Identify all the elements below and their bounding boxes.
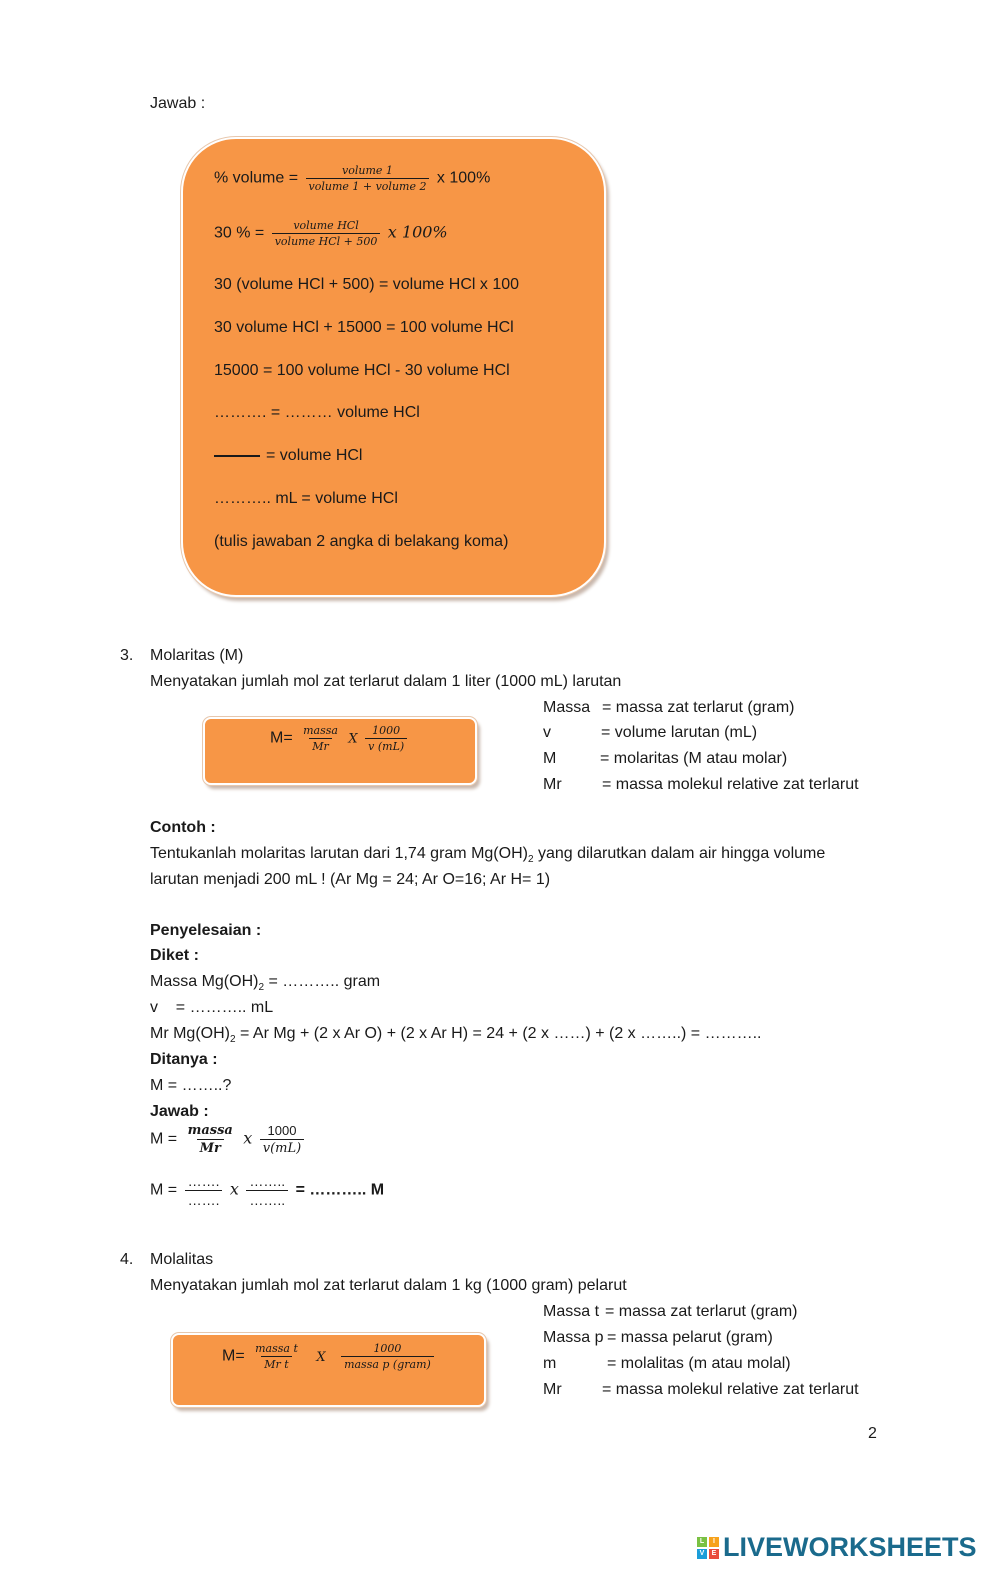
fraction-denominator: massa p (gram)	[341, 1356, 434, 1370]
legend-term: Massa p	[543, 1329, 604, 1346]
fraction-numerator: …….	[187, 1173, 220, 1189]
legend-def: = massa pelarut (gram)	[607, 1329, 773, 1346]
legend-term: v	[543, 724, 551, 741]
multiply-sign: X	[348, 731, 358, 747]
section-4-number: 4.	[120, 1251, 134, 1268]
fraction-denominator: v (mL)	[365, 738, 407, 752]
legend-term: M	[543, 750, 557, 767]
legend-def: = massa zat terlarut (gram)	[602, 699, 795, 716]
fraction-denominator: Mr	[309, 738, 332, 752]
formula-result: = ……….. M	[295, 1181, 385, 1199]
fraction-numerator: 1000	[372, 724, 401, 737]
diket-text: = ……….. gram	[264, 973, 381, 990]
fraction-denominator: volume 1 + volume 2	[306, 178, 430, 192]
logo-text: LIVEWORKSHEETS	[723, 1532, 977, 1562]
box-line-4: 30 volume HCl + 15000 = 100 volume HCl	[214, 319, 514, 336]
section-4-title: Molalitas	[150, 1251, 214, 1268]
box-line-5: 15000 = 100 volume HCl - 30 volume HCl	[214, 362, 510, 379]
legend-term: Mr	[543, 1381, 562, 1398]
penyelesaian-heading: Penyelesaian :	[150, 922, 262, 939]
contoh-heading: Contoh :	[150, 819, 216, 836]
fraction-line	[214, 455, 260, 457]
formula-lhs: M =	[150, 1181, 178, 1199]
legend-term: Mr	[543, 776, 562, 793]
logo-icon	[697, 1537, 719, 1559]
diket-heading: Diket :	[150, 947, 199, 964]
fraction-denominator: v(mL)	[260, 1139, 304, 1155]
diket-text: Mr Mg(OH)	[150, 1025, 230, 1042]
jawab-subheading: Jawab :	[150, 1103, 209, 1120]
box-line-8-blank: ……….. mL = volume HCl	[214, 490, 398, 507]
question-text: Tentukanlah molaritas larutan dari 1,74 gram Mg(OH)	[150, 845, 528, 862]
box-line-7	[214, 447, 362, 465]
section-4-description: Menyatakan jumlah mol zat terlarut dalam 1 kg (1000 gram) pelarut	[150, 1277, 627, 1294]
page-number: 2	[868, 1425, 877, 1442]
formula-jawab-1	[150, 1124, 307, 1155]
formula-molalitas	[222, 1343, 437, 1370]
multiply-sign: x	[229, 1179, 239, 1199]
contoh-question-line-1	[150, 845, 825, 865]
legend-def: = molaritas (M atau molar)	[600, 750, 788, 767]
logo-tile: E	[709, 1549, 719, 1559]
legend-term: Massa	[543, 699, 591, 716]
liveworksheets-logo[interactable]	[697, 1532, 977, 1563]
fraction-massa-t	[252, 1343, 301, 1370]
legend-def: = massa molekul relative zat terlarut	[602, 776, 859, 793]
subscript: 2	[527, 854, 534, 866]
contoh-question-line-2: larutan menjadi 200 mL ! (Ar Mg = 24; Ar O=16; Ar H= 1)	[150, 871, 551, 888]
ditanya-heading: Ditanya :	[150, 1051, 218, 1068]
fraction-numerator: massa t	[255, 1342, 298, 1355]
formula-jawab-2	[150, 1174, 384, 1207]
formula-suffix: x 100%	[387, 222, 448, 242]
formula-lhs: M=	[270, 729, 293, 747]
box-line-3: 30 (volume HCl + 500) = volume HCl x 100	[214, 276, 520, 293]
legend-def: = massa molekul relative zat terlarut	[602, 1381, 859, 1398]
legend-term: Massa t	[543, 1303, 600, 1320]
diket-mr	[150, 1025, 761, 1045]
fraction-blank-2	[246, 1174, 288, 1207]
fraction-denominator: ……..	[246, 1190, 288, 1207]
diket-text: = Ar Mg + (2 x Ar O) + (2 x Ar H) = 24 + (2 x ……) + (2 x ……..) = ………..	[235, 1025, 762, 1042]
subscript: 2	[258, 982, 265, 994]
logo-tile: V	[697, 1549, 707, 1559]
fraction-denominator: …….	[185, 1190, 223, 1207]
fraction-numerator: volume HCl	[293, 219, 359, 232]
fraction-massa-mr	[185, 1124, 236, 1155]
fraction-blank-1	[185, 1174, 223, 1207]
fraction-numerator: volume 1	[342, 164, 393, 177]
fraction-numerator: 1000	[373, 1342, 402, 1355]
fraction-massa-mr	[300, 725, 341, 752]
box-line-7-text: = volume HCl	[266, 447, 363, 464]
fraction-numerator: massa	[303, 724, 338, 737]
formula-lhs: M=	[222, 1347, 245, 1365]
logo-tile: L	[697, 1537, 707, 1547]
diket-massa	[150, 973, 380, 993]
section-3-number: 3.	[120, 647, 134, 664]
multiply-sign: X	[316, 1349, 326, 1365]
formula-molaritas	[270, 725, 410, 752]
fraction	[272, 220, 381, 247]
formula-30-percent	[214, 220, 448, 247]
subscript: 2	[229, 1034, 236, 1046]
fraction-1000-massa-p	[341, 1343, 434, 1370]
ditanya-question: M = ……..?	[150, 1077, 232, 1094]
formula-prefix: 30 % =	[214, 224, 265, 242]
logo-tile: I	[709, 1537, 719, 1547]
legend-def: = volume larutan (mL)	[601, 724, 758, 741]
section-3-description: Menyatakan jumlah mol zat terlarut dalam 1 liter (1000 mL) larutan	[150, 673, 622, 690]
formula-lhs: M =	[150, 1130, 178, 1148]
box-line-9-note: (tulis jawaban 2 angka di belakang koma)	[214, 533, 509, 550]
fraction-1000-v	[260, 1124, 304, 1155]
section-3-title: Molaritas (M)	[150, 647, 244, 664]
multiply-sign: x	[243, 1128, 253, 1148]
diket-text: Massa Mg(OH)	[150, 973, 259, 990]
diket-volume: v = ……….. mL	[150, 999, 274, 1016]
formula-percent-volume	[214, 165, 490, 192]
fraction-denominator: Mr	[197, 1139, 224, 1155]
legend-def: = massa zat terlarut (gram)	[605, 1303, 798, 1320]
formula-prefix: % volume =	[214, 169, 299, 187]
question-text: yang dilarutkan dalam air hingga volume	[533, 845, 826, 862]
fraction-numerator: 1000	[267, 1123, 297, 1138]
fraction	[306, 165, 430, 192]
formula-suffix: x 100%	[436, 169, 491, 187]
fraction-numerator: massa	[187, 1123, 233, 1138]
fraction-denominator: Mr t	[261, 1356, 291, 1370]
fraction-denominator: volume HCl + 500	[272, 233, 381, 247]
legend-def: = molalitas (m atau molal)	[607, 1355, 791, 1372]
jawab-heading: Jawab :	[150, 95, 206, 112]
fraction-numerator: ……..	[249, 1173, 286, 1189]
box-line-6-blank: ………. = ……… volume HCl	[214, 404, 420, 421]
fraction-1000-v	[365, 725, 407, 752]
legend-term: m	[543, 1355, 557, 1372]
